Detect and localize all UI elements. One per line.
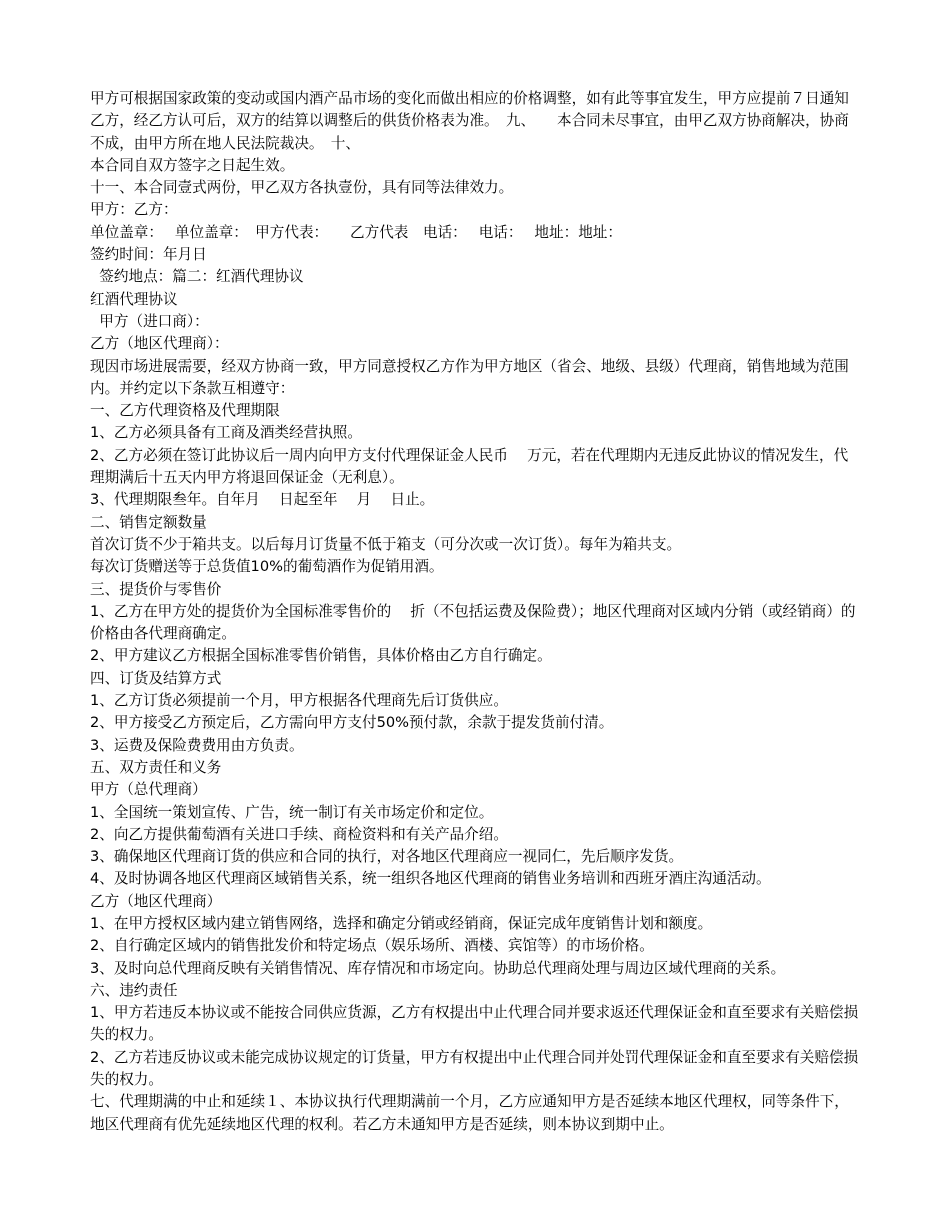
paragraph: 1、乙方在甲方处的提货价为全国标准零售价的 折（不包括运费及保险费）；地区代理商对区域内分销（或经销商）的价格由各代理商确定。 xyxy=(90,602,856,643)
paragraph: 1、甲方若违反本协议或不能按合同供应货源，乙方有权提出中止代理合同并要求返还代理保证金和直至要求有关赔偿损失的权力。 xyxy=(90,1004,859,1044)
paragraph: 2、甲方建议乙方根据全国标准零售价销售，具体价格由乙方自行确定。 xyxy=(90,647,552,665)
paragraph: 乙方（地区代理商）： xyxy=(90,335,229,353)
paragraph: 3、确保地区代理商订货的供应和合同的执行，对各地区代理商应一视同仁，先后顺序发货。 xyxy=(90,848,684,866)
paragraph: 每次订货赠送等于总货值10%的葡萄酒作为促销用酒。 xyxy=(90,558,444,576)
paragraph: 甲方（进口商）： xyxy=(90,312,209,330)
paragraph: 十一、本合同壹式两份，甲乙双方各执壹份，具有同等法律效力。 xyxy=(90,179,514,197)
paragraph: 甲方（总代理商） xyxy=(90,781,207,799)
paragraph: 本合同自双方签字之日起生效。 xyxy=(90,156,295,174)
paragraph: 现因市场进展需要，经双方协商一致，甲方同意授权乙方作为甲方地区（省会、地级、县级）代理商，销售地域为范围内。并约定以下条款互相遵守： xyxy=(90,357,849,397)
paragraph: 1、全国统一策划宣传、广告，统一制订有关市场定价和定位。 xyxy=(90,803,494,821)
section-heading: 二、销售定额数量 xyxy=(90,513,207,531)
paragraph: 签约地点：篇二：红酒代理协议 xyxy=(90,268,304,286)
section-heading: 五、双方责任和义务 xyxy=(90,758,222,776)
document-title: 红酒代理协议 xyxy=(90,290,178,308)
paragraph: 3、运费及保险费费用由方负责。 xyxy=(90,736,304,754)
paragraph: 3、代理期限叁年。自年月 日起至年 月 日止。 xyxy=(90,491,435,509)
section-heading: 一、乙方代理资格及代理期限 xyxy=(90,402,280,420)
paragraph: 4、及时协调各地区代理商区域销售关系，统一组织各地区代理商的销售业务培训和西班牙酒庄沟通活动。 xyxy=(90,870,771,888)
paragraph: 2、自行确定区域内的销售批发价和特定场点（娱乐场所、酒楼、宾馆等）的市场价格。 xyxy=(90,937,654,955)
paragraph: 乙方（地区代理商） xyxy=(90,892,222,910)
paragraph: 2、甲方接受乙方预定后，乙方需向甲方支付50%预付款，余款于提发货前付清。 xyxy=(90,714,614,732)
paragraph: 2、向乙方提供葡萄酒有关进口手续、商检资料和有关产品介绍。 xyxy=(90,825,508,843)
paragraph: 2、乙方若违反协议或未能完成协议规定的订货量，甲方有权提出中止代理合同并处罚代理保证金和直至要求有关赔偿损失的权力。 xyxy=(90,1048,859,1089)
paragraph: 甲方可根据国家政策的变动或国内酒产品市场的变化而做出相应的价格调整，如有此等事宜发生，甲方应提前７日通知乙方，经乙方认可后，双方的结算以调整后的供货价格表为准。 九、 本合同未尽事宜，由甲乙双方协商解决，协商不成，由甲方所在地人民法院裁决。 十、 xyxy=(90,90,849,152)
paragraph: 单位盖章： 单位盖章： 甲方代表： 乙方代表 电话： 电话： 地址：地址： xyxy=(90,223,622,241)
paragraph: 3、及时向总代理商反映有关销售情况、库存情况和市场定向。协助总代理商处理与周边区域代理商的关系。 xyxy=(90,959,786,977)
section-heading: 六、违约责任 xyxy=(90,981,178,999)
paragraph: 首次订货不少于箱共支。以后每月订货量不低于箱支（可分次或一次订货）。每年为箱共支。 xyxy=(90,535,682,553)
paragraph: 1、在甲方授权区域内建立销售网络，选择和确定分销或经销商，保证完成年度销售计划和额度。 xyxy=(90,914,713,932)
paragraph: 七、代理期满的中止和延续１、本协议执行代理期满前一个月，乙方应通知甲方是否延续本地区代理权，同等条件下，地区代理商有优先延续地区代理的权利。若乙方未通知甲方是否延续，则本协议到期中止。 xyxy=(90,1093,849,1133)
section-heading: 四、订货及结算方式 xyxy=(90,669,222,687)
section-heading: 三、提货价与零售价 xyxy=(90,580,222,598)
paragraph: 2、乙方必须在签订此协议后一周内向甲方支付代理保证金人民币 万元，若在代理期内无违反此协议的情况发生，代理期满后十五天内甲方将退回保证金（无利息）。 xyxy=(90,446,849,487)
paragraph: 签约时间：年月日 xyxy=(90,246,207,264)
paragraph: 1、乙方必须具备有工商及酒类经营执照。 xyxy=(90,424,362,442)
paragraph: 甲方：乙方： xyxy=(90,201,178,219)
paragraph: 1、乙方订货必须提前一个月，甲方根据各代理商先后订货供应。 xyxy=(90,692,508,710)
